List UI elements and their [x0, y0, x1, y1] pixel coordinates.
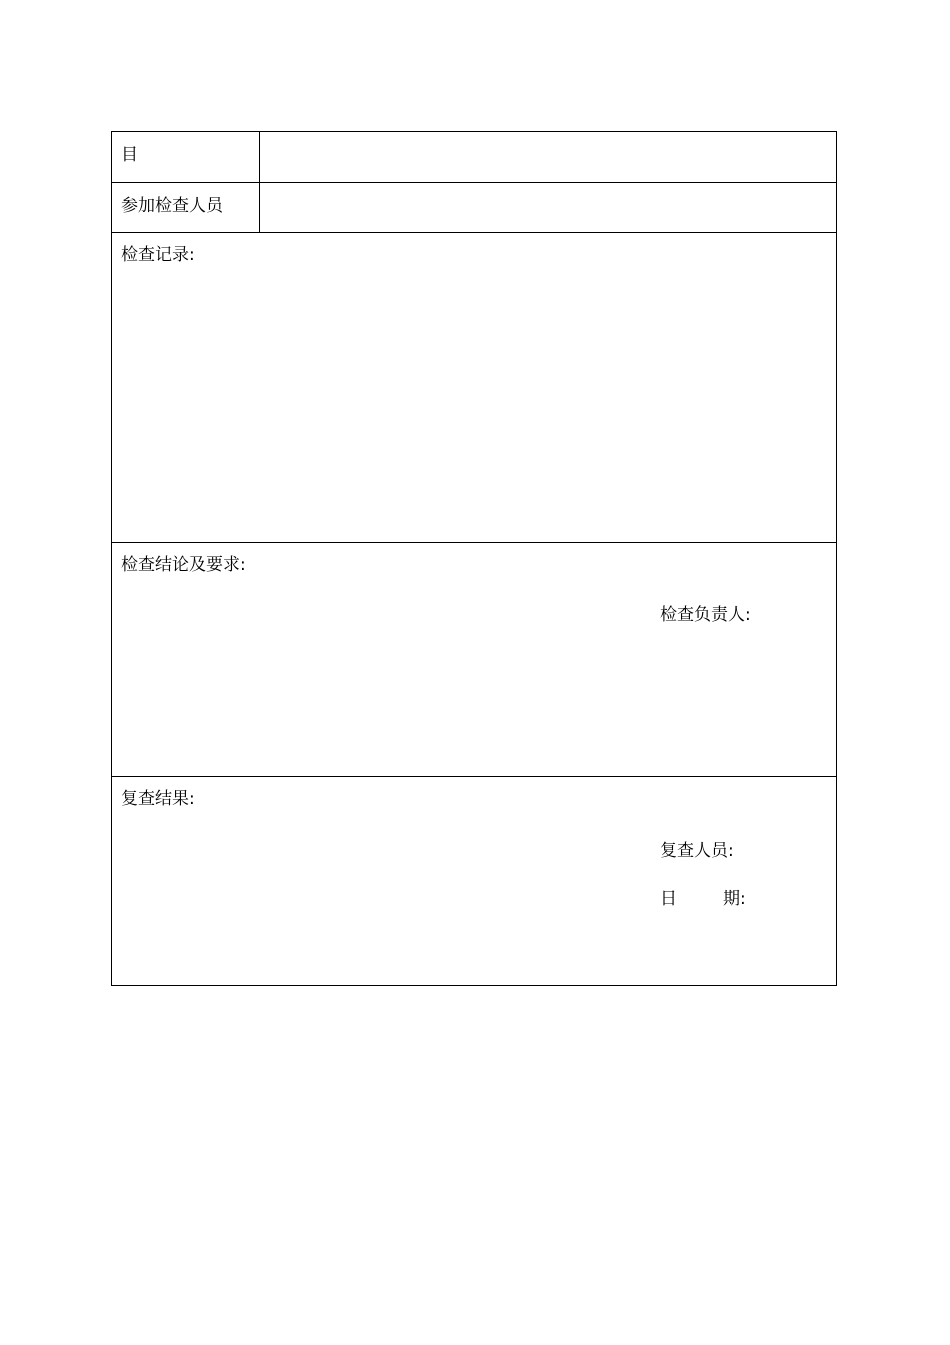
- form-row-item: [112, 132, 836, 183]
- recheck-heading: 复查结果:: [121, 789, 195, 809]
- inspection-form: [111, 131, 837, 986]
- inspection-record-section[interactable]: [112, 233, 836, 543]
- form-row-participants: [112, 183, 836, 233]
- participants-value-cell[interactable]: [260, 183, 836, 232]
- date-label-char-1: 日: [660, 889, 677, 909]
- date-label-char-2: 期:: [723, 889, 746, 909]
- item-label-cell: [112, 132, 260, 182]
- recheck-section[interactable]: [112, 777, 836, 985]
- recheck-personnel-label: 复查人员:: [660, 841, 734, 861]
- item-value-cell[interactable]: [260, 132, 836, 182]
- responsible-person-label: 检查负责人:: [660, 605, 751, 625]
- item-label: 目: [121, 145, 138, 165]
- recheck-date-label: [660, 889, 746, 909]
- participants-label-cell: [112, 183, 260, 232]
- conclusion-section[interactable]: [112, 543, 836, 777]
- inspection-record-heading: 检查记录:: [121, 245, 195, 265]
- conclusion-heading: 检查结论及要求:: [121, 555, 246, 575]
- participants-label: 参加检查人员: [121, 196, 223, 216]
